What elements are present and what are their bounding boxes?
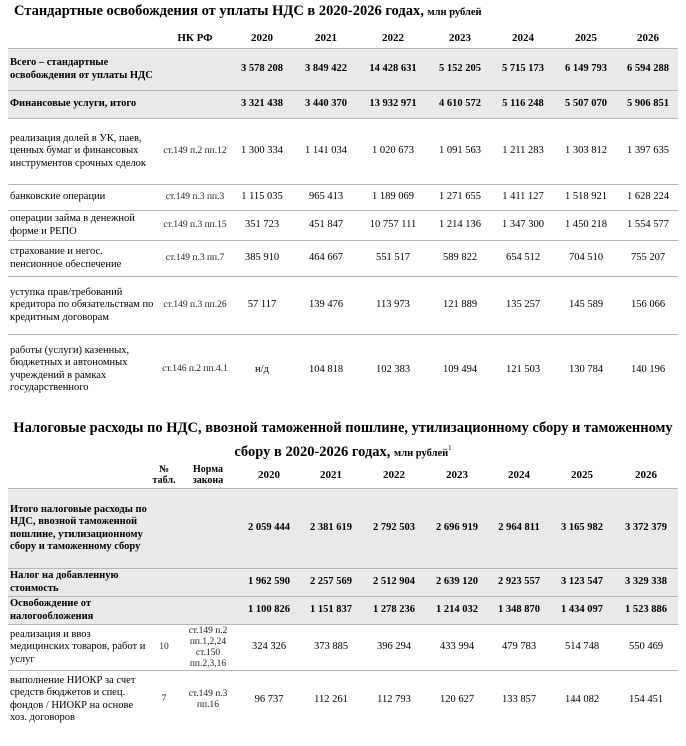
cell: 3 849 422 <box>294 49 358 91</box>
cell: 1 141 034 <box>294 119 358 185</box>
header-cell: Норма закона <box>192 464 224 486</box>
header-cell: 2026 <box>637 31 659 44</box>
cell: 133 857 <box>488 671 550 729</box>
cell: 3 329 338 <box>614 569 678 597</box>
row-label: банковские операции <box>8 185 160 211</box>
row-table-no <box>150 569 178 597</box>
table-row <box>8 91 678 119</box>
header-cell: НК РФ <box>177 31 213 44</box>
cell: 3 578 208 <box>230 49 294 91</box>
row-ref <box>178 489 238 569</box>
header-cell: 2025 <box>571 468 593 481</box>
row-ref <box>160 91 230 119</box>
cell: 5 152 205 <box>428 49 492 91</box>
header-cell: 2020 <box>258 468 280 481</box>
table-row <box>8 49 678 91</box>
cell: 1 300 334 <box>230 119 294 185</box>
cell: 1 278 236 <box>362 597 426 625</box>
row-label: Итого налоговые расходы по НДС, ввозной таможенной пошлине, утилизационному сбору и таможенному сбору <box>8 489 150 569</box>
row-label: Освобождение от налогообложения <box>8 597 150 625</box>
cell: 57 117 <box>230 277 294 335</box>
cell: 1 214 136 <box>428 211 492 241</box>
table1-title: Стандартные освобождения от уплаты НДС в 2020-2026 годах, млн рублей <box>14 3 482 19</box>
cell: 324 326 <box>238 625 300 671</box>
row-label: Налог на добавленную стоимость <box>8 569 150 597</box>
row-ref <box>178 569 238 597</box>
header-cell: № табл. <box>152 464 176 486</box>
cell: 5 116 248 <box>492 91 554 119</box>
cell: 130 784 <box>554 335 618 405</box>
cell: 2 696 919 <box>426 489 488 569</box>
cell: 113 973 <box>358 277 428 335</box>
cell: 3 321 438 <box>230 91 294 119</box>
row-label: реализация долей в УК, паев, ценных бумаг и финансовых инструментов срочных сделок <box>8 119 160 185</box>
header-label <box>8 462 150 489</box>
header-cell: 2024 <box>512 31 534 44</box>
row-table-no <box>150 489 178 569</box>
cell: 589 822 <box>428 241 492 277</box>
header-cell: 2021 <box>315 31 337 44</box>
cell: 121 503 <box>492 335 554 405</box>
cell: 373 885 <box>300 625 362 671</box>
cell: 1 189 069 <box>358 185 428 211</box>
table-vat-tax-expenditures <box>8 462 678 729</box>
cell: 755 207 <box>618 241 678 277</box>
cell: 1 434 097 <box>550 597 614 625</box>
cell: 1 303 812 <box>554 119 618 185</box>
cell: 1 518 921 <box>554 185 618 211</box>
row-ref <box>160 49 230 91</box>
row-ref <box>178 597 238 625</box>
cell: 1 100 826 <box>238 597 300 625</box>
table-row <box>8 625 678 671</box>
table-row <box>8 597 678 625</box>
cell: 1 091 563 <box>428 119 492 185</box>
cell: 104 818 <box>294 335 358 405</box>
row-ref: ст.146 п.2 пп.4.1 <box>160 335 230 405</box>
cell: 1 115 035 <box>230 185 294 211</box>
row-ref: ст.149 п.3 пп.7 <box>160 241 230 277</box>
cell: 351 723 <box>230 211 294 241</box>
cell: 145 589 <box>554 277 618 335</box>
row-ref: ст.149 п.3 пп.15 <box>160 211 230 241</box>
table-row <box>8 335 678 405</box>
cell: 1 347 300 <box>492 211 554 241</box>
cell: 704 510 <box>554 241 618 277</box>
cell: 139 476 <box>294 277 358 335</box>
cell: 1 271 655 <box>428 185 492 211</box>
cell: 2 964 811 <box>488 489 550 569</box>
cell: 2 381 619 <box>300 489 362 569</box>
cell: 2 512 904 <box>362 569 426 597</box>
cell: 1 411 127 <box>492 185 554 211</box>
table2-title: Налоговые расходы по НДС, ввозной таможенной пошлине, утилизационному сбору и таможенному сбору в 2020-2026 годах, млн рублей$^1$ <box>13 420 673 460</box>
cell: 14 428 631 <box>358 49 428 91</box>
cell: 2 923 557 <box>488 569 550 597</box>
row-label: страхование и негос. пенсионное обеспечение <box>8 241 160 277</box>
cell: 6 594 288 <box>618 49 678 91</box>
cell: 479 783 <box>488 625 550 671</box>
header-cell: 2024 <box>508 468 530 481</box>
table-row <box>8 241 678 277</box>
table1-unit: млн рублей <box>427 7 482 18</box>
row-ref: ст.149 п.3 пп.16 <box>178 671 238 729</box>
cell: н/д <box>230 335 294 405</box>
cell: 654 512 <box>492 241 554 277</box>
header-cell: 2021 <box>320 468 342 481</box>
table1-header-row <box>8 28 678 49</box>
header-cell: 2022 <box>383 468 405 481</box>
row-label: работы (услуги) казенных, бюджетных и автономных учреждений в рамках государственного <box>8 335 160 405</box>
cell: 13 932 971 <box>358 91 428 119</box>
cell: 464 667 <box>294 241 358 277</box>
cell: 3 165 982 <box>550 489 614 569</box>
table-row <box>8 671 678 729</box>
row-table-no: 7 <box>150 671 178 729</box>
cell: 1 554 577 <box>618 211 678 241</box>
cell: 154 451 <box>614 671 678 729</box>
table-row <box>8 119 678 185</box>
row-label: реализация и ввоз медицинских товаров, работ и услуг <box>8 625 150 671</box>
row-label: Всего – стандартные освобождения от уплаты НДС <box>8 49 160 91</box>
row-table-no: 10 <box>150 625 178 671</box>
cell: 1 628 224 <box>618 185 678 211</box>
table2-unit: млн рублей <box>394 447 449 459</box>
header-cell: 2022 <box>382 31 404 44</box>
cell: 1 962 590 <box>238 569 300 597</box>
header-cell: 2025 <box>575 31 597 44</box>
cell: 551 517 <box>358 241 428 277</box>
cell: 144 082 <box>550 671 614 729</box>
cell: 102 383 <box>358 335 428 405</box>
row-ref: ст.149 п.3 пп.3 <box>160 185 230 211</box>
cell: 120 627 <box>426 671 488 729</box>
cell: 1 348 870 <box>488 597 550 625</box>
table-row <box>8 569 678 597</box>
cell: 550 469 <box>614 625 678 671</box>
table-row <box>8 211 678 241</box>
table-row <box>8 185 678 211</box>
row-table-no <box>150 597 178 625</box>
cell: 2 059 444 <box>238 489 300 569</box>
header-label <box>8 28 160 49</box>
cell: 1 020 673 <box>358 119 428 185</box>
cell: 112 261 <box>300 671 362 729</box>
cell: 2 257 569 <box>300 569 362 597</box>
header-cell: 2026 <box>635 468 657 481</box>
cell: 1 214 032 <box>426 597 488 625</box>
table2-header-row <box>8 462 678 489</box>
cell: 3 372 379 <box>614 489 678 569</box>
cell: 1 397 635 <box>618 119 678 185</box>
table-row <box>8 277 678 335</box>
cell: 1 523 886 <box>614 597 678 625</box>
row-label: Финансовые услуги, итого <box>8 91 160 119</box>
cell: 10 757 111 <box>358 211 428 241</box>
cell: 121 889 <box>428 277 492 335</box>
cell: 1 450 218 <box>554 211 618 241</box>
cell: 156 066 <box>618 277 678 335</box>
cell: 1 211 283 <box>492 119 554 185</box>
cell: 2 792 503 <box>362 489 426 569</box>
cell: 2 639 120 <box>426 569 488 597</box>
header-cell: 2023 <box>446 468 468 481</box>
cell: 1 151 837 <box>300 597 362 625</box>
row-label: операции займа в денежной форме и РЕПО <box>8 211 160 241</box>
footnote-mark: 1 <box>448 444 452 452</box>
cell: 6 149 793 <box>554 49 618 91</box>
table-standard-exemptions <box>8 28 678 405</box>
cell: 109 494 <box>428 335 492 405</box>
row-ref: ст.149 п.2 пп.1,2,24 ст.150 пп.2,3,16 <box>178 625 238 671</box>
cell: 5 906 851 <box>618 91 678 119</box>
cell: 5 507 070 <box>554 91 618 119</box>
cell: 433 994 <box>426 625 488 671</box>
row-label: выполнение НИОКР за счет средств бюджетов и спец. фондов / НИОКР на основе хоз. договоров <box>8 671 150 729</box>
cell: 4 610 572 <box>428 91 492 119</box>
cell: 135 257 <box>492 277 554 335</box>
cell: 5 715 173 <box>492 49 554 91</box>
cell: 451 847 <box>294 211 358 241</box>
header-cell: 2020 <box>251 31 273 44</box>
row-ref: ст.149 п.3 пп.26 <box>160 277 230 335</box>
row-ref: ст.149 п.2 пп.12 <box>160 119 230 185</box>
cell: 112 793 <box>362 671 426 729</box>
row-label: уступка прав/требований кредитора по обязательствам по кредитным договорам <box>8 277 160 335</box>
cell: 3 123 547 <box>550 569 614 597</box>
cell: 514 748 <box>550 625 614 671</box>
cell: 385 910 <box>230 241 294 277</box>
header-cell: 2023 <box>449 31 471 44</box>
cell: 965 413 <box>294 185 358 211</box>
cell: 396 294 <box>362 625 426 671</box>
cell: 96 737 <box>238 671 300 729</box>
cell: 140 196 <box>618 335 678 405</box>
cell: 3 440 370 <box>294 91 358 119</box>
table-row <box>8 489 678 569</box>
